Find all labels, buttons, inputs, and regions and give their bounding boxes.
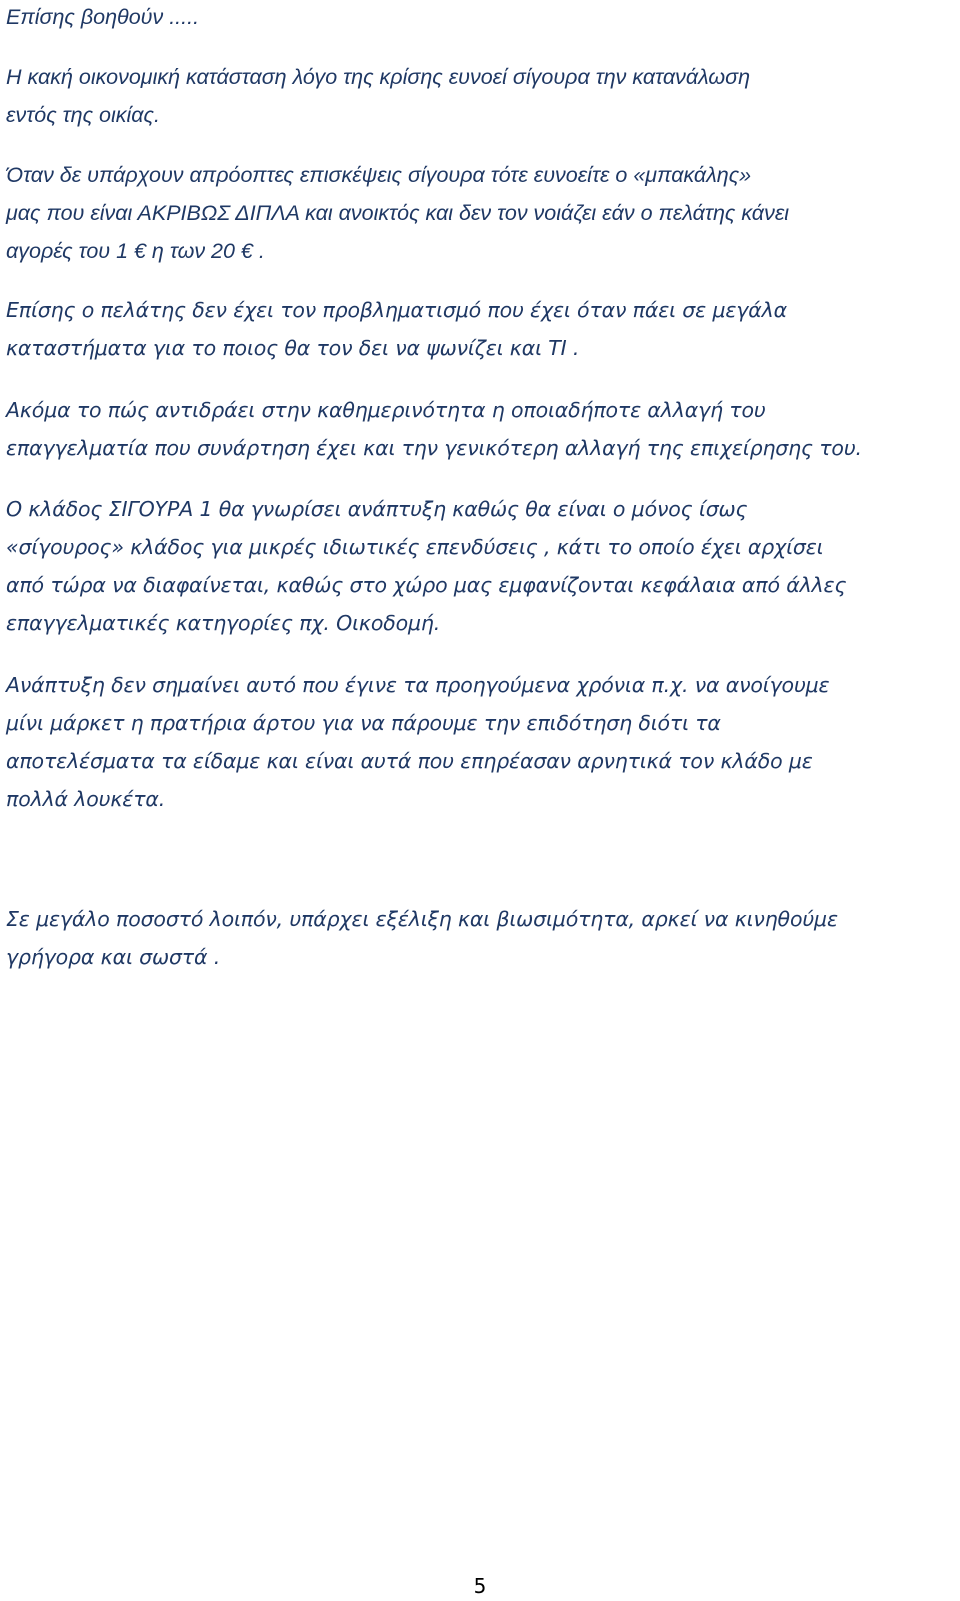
page-number: 5 xyxy=(473,1574,487,1598)
text-line: επαγγελματικές κατηγορίες πχ. Οικοδομή. xyxy=(6,611,441,635)
text-line: επαγγελματία που συνάρτηση έχει και την γενικότερη αλλαγή της επιχείρησης του. xyxy=(6,436,862,460)
text-line: αποτελέσματα τα είδαμε και είναι αυτά που επηρέασαν αρνητικά τον κλάδο με xyxy=(6,749,813,773)
text-line: Ανάπτυξη δεν σημαίνει αυτό που έγινε τα προηγούμενα χρόνια π.χ. να ανοίγουμε xyxy=(6,673,830,697)
text-line: Η κακή οικονομική κατάσταση λόγο της κρίσης ευνοεί σίγουρα την κατανάλωση xyxy=(6,65,751,89)
text-line: Επίσης βοηθούν ..... xyxy=(6,5,200,29)
text-line: από τώρα να διαφαίνεται, καθώς στο χώρο μας εμφανίζονται κεφάλαια από άλλες xyxy=(6,573,847,597)
text-line: Σε μεγάλο ποσοστό λοιπόν, υπάρχει εξέλιξη και βιωσιμότητα, αρκεί να κινηθούμε xyxy=(6,907,838,931)
text-line: Ο κλάδος ΣΙΓΟΥΡΑ 1 θα γνωρίσει ανάπτυξη καθώς θα είναι ο μόνος ίσως xyxy=(6,497,748,521)
paragraph-conclusion xyxy=(6,900,956,976)
paragraph-sector-growth xyxy=(6,490,956,642)
text-line: Επίσης ο πελάτης δεν έχει τον προβληματισμό που έχει όταν πάει σε μεγάλα xyxy=(6,298,787,322)
text-line: μας που είναι ΑΚΡΙΒΩΣ ΔΙΠΛΑ και ανοικτός και δεν τον νοιάζει εάν ο πελάτης κάνει xyxy=(6,201,790,225)
paragraph-development xyxy=(6,666,956,818)
text-line: Όταν δε υπάρχουν απρόοπτες επισκέψεις σίγουρα τότε ευνοείτε ο «μπακάλης» xyxy=(6,163,752,187)
text-line: πολλά λουκέτα. xyxy=(6,787,166,811)
text-line: Ακόμα το πώς αντιδράει στην καθημερινότητα η οποιαδήποτε αλλαγή του xyxy=(6,398,766,422)
text-line: εντός της οικίας. xyxy=(6,103,160,127)
paragraph-daily-change xyxy=(6,391,956,467)
paragraph-intro xyxy=(6,0,956,36)
paragraph-economy xyxy=(6,58,956,134)
text-line: αγορές του 1 € η των 20 € . xyxy=(6,239,265,263)
paragraph-customer xyxy=(6,291,956,367)
text-line: «σίγουρος» κλάδος για μικρές ιδιωτικές επενδύσεις , κάτι το οποίο έχει αρχίσει xyxy=(6,535,824,559)
text-line: μίνι μάρκετ η πρατήρια άρτου για να πάρουμε την επιδότηση διότι τα xyxy=(6,711,721,735)
text-line: καταστήματα για το ποιος θα τον δει να ψωνίζει και ΤΙ . xyxy=(6,336,580,360)
text-line: γρήγορα και σωστά . xyxy=(6,945,221,969)
paragraph-visits xyxy=(6,156,956,270)
